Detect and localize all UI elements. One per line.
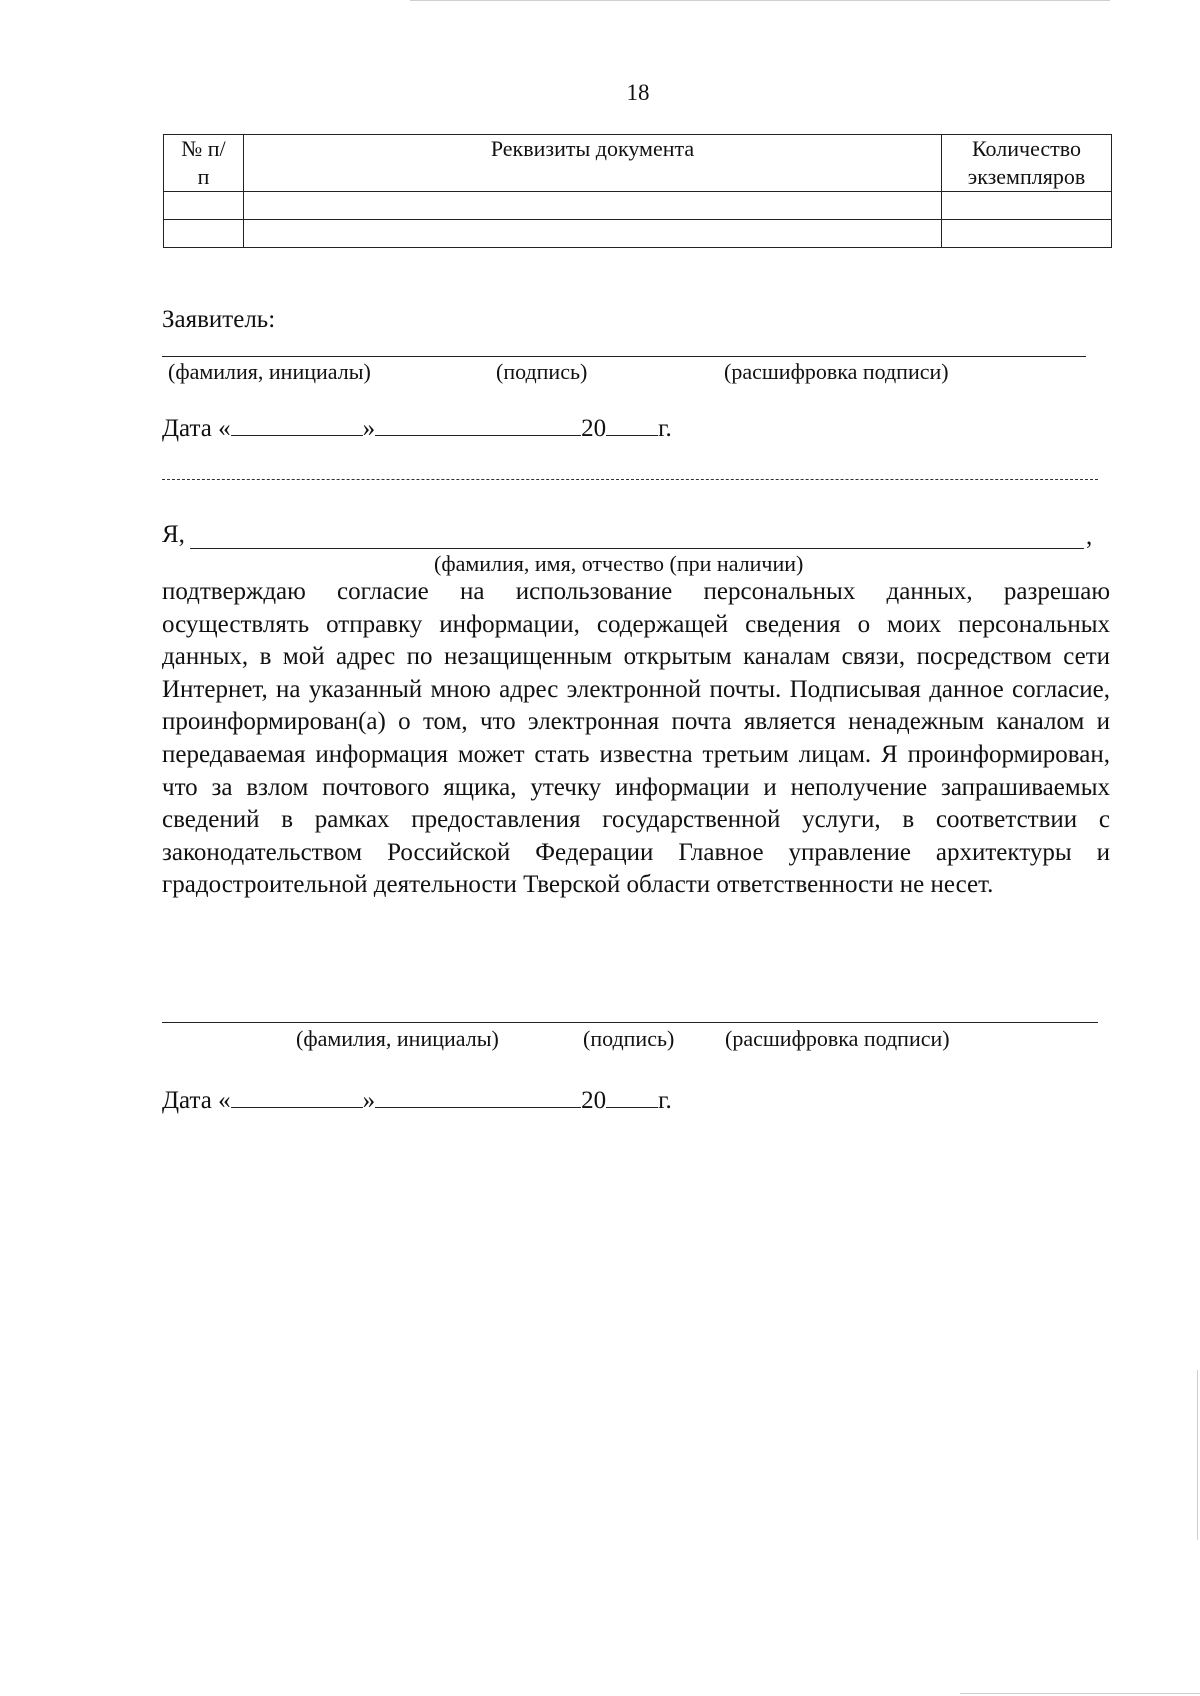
header-num: № п/п <box>164 135 244 192</box>
table-cell[interactable] <box>942 192 1112 220</box>
date-year-field[interactable] <box>606 1085 658 1108</box>
date-month-field[interactable] <box>375 1085 581 1108</box>
consent-fullname-line[interactable] <box>190 548 1084 549</box>
consent-comma: , <box>1086 523 1093 550</box>
applicant-caption-surname: (фамилия, инициалы) <box>168 359 371 384</box>
date-close: » <box>362 1087 376 1114</box>
date-close: » <box>362 415 376 442</box>
year-suffix: г. <box>658 1087 672 1114</box>
consent-caption-decoding: (расшифровка подписи) <box>725 1026 950 1051</box>
consent-caption-signature: (подпись) <box>583 1026 675 1051</box>
date-month-field[interactable] <box>375 413 581 436</box>
table-cell[interactable] <box>164 220 244 248</box>
consent-paragraph: подтверждаю согласие на использование персональных данных, разрешаю осуществлять отправку информации, содержащей сведения о моих персональных данных, в мой адрес по незащищенным открытым каналам связи, посредством сети Интернет, на указанный мною адрес электронной почты. Подписывая данное согласие, проинформирован(а) о том, что электронная почта является ненадежным каналом и передаваемая информация может стать известна третьим лицам. Я проинформирован, что за взлом почтового ящика, утечку информации и неполучение запрашиваемых сведений в рамках предоставления государственной услуги, в соответствии с законодательством Российской Федерации Главное управление архитектуры и градостроительной деятельности Тверской области ответственности не несет. <box>162 578 1110 899</box>
applicant-label: Заявитель: <box>162 306 276 333</box>
date-prefix: Дата « <box>162 415 231 442</box>
consent-text <box>162 576 1110 902</box>
applicant-date-line <box>162 413 672 445</box>
date-prefix: Дата « <box>162 1087 231 1114</box>
date-day-field[interactable] <box>231 413 363 436</box>
consent-signature-line[interactable] <box>162 1022 1098 1023</box>
header-count: Количество экземпляров <box>942 135 1112 192</box>
table-cell[interactable] <box>942 220 1112 248</box>
requisites-table <box>163 134 1112 248</box>
year-prefix: 20 <box>581 1087 607 1114</box>
scan-edge-bottom <box>960 1693 1200 1694</box>
scan-edge-top <box>410 0 1110 1</box>
consent-i-label: Я, <box>162 521 185 548</box>
cut-line-separator <box>162 479 1098 480</box>
table-header-row <box>164 135 1112 192</box>
year-suffix: г. <box>658 415 672 442</box>
scan-edge-right <box>1197 1370 1198 1540</box>
table-cell[interactable] <box>164 192 244 220</box>
page-number: 18 <box>626 80 650 105</box>
table-cell[interactable] <box>244 192 942 220</box>
table-row <box>164 220 1112 248</box>
applicant-caption-decoding: (расшифровка подписи) <box>724 359 949 384</box>
consent-date-line <box>162 1085 672 1117</box>
date-day-field[interactable] <box>231 1085 363 1108</box>
header-requisites: Реквизиты документа <box>244 135 942 192</box>
table-cell[interactable] <box>244 220 942 248</box>
applicant-signature-line[interactable] <box>162 356 1086 357</box>
applicant-caption-signature: (подпись) <box>496 359 588 384</box>
date-year-field[interactable] <box>606 413 658 436</box>
year-prefix: 20 <box>581 415 607 442</box>
table-row <box>164 192 1112 220</box>
consent-caption-fullname: (фамилия, имя, отчество (при наличии) <box>434 551 804 576</box>
consent-caption-surname: (фамилия, инициалы) <box>296 1026 499 1051</box>
